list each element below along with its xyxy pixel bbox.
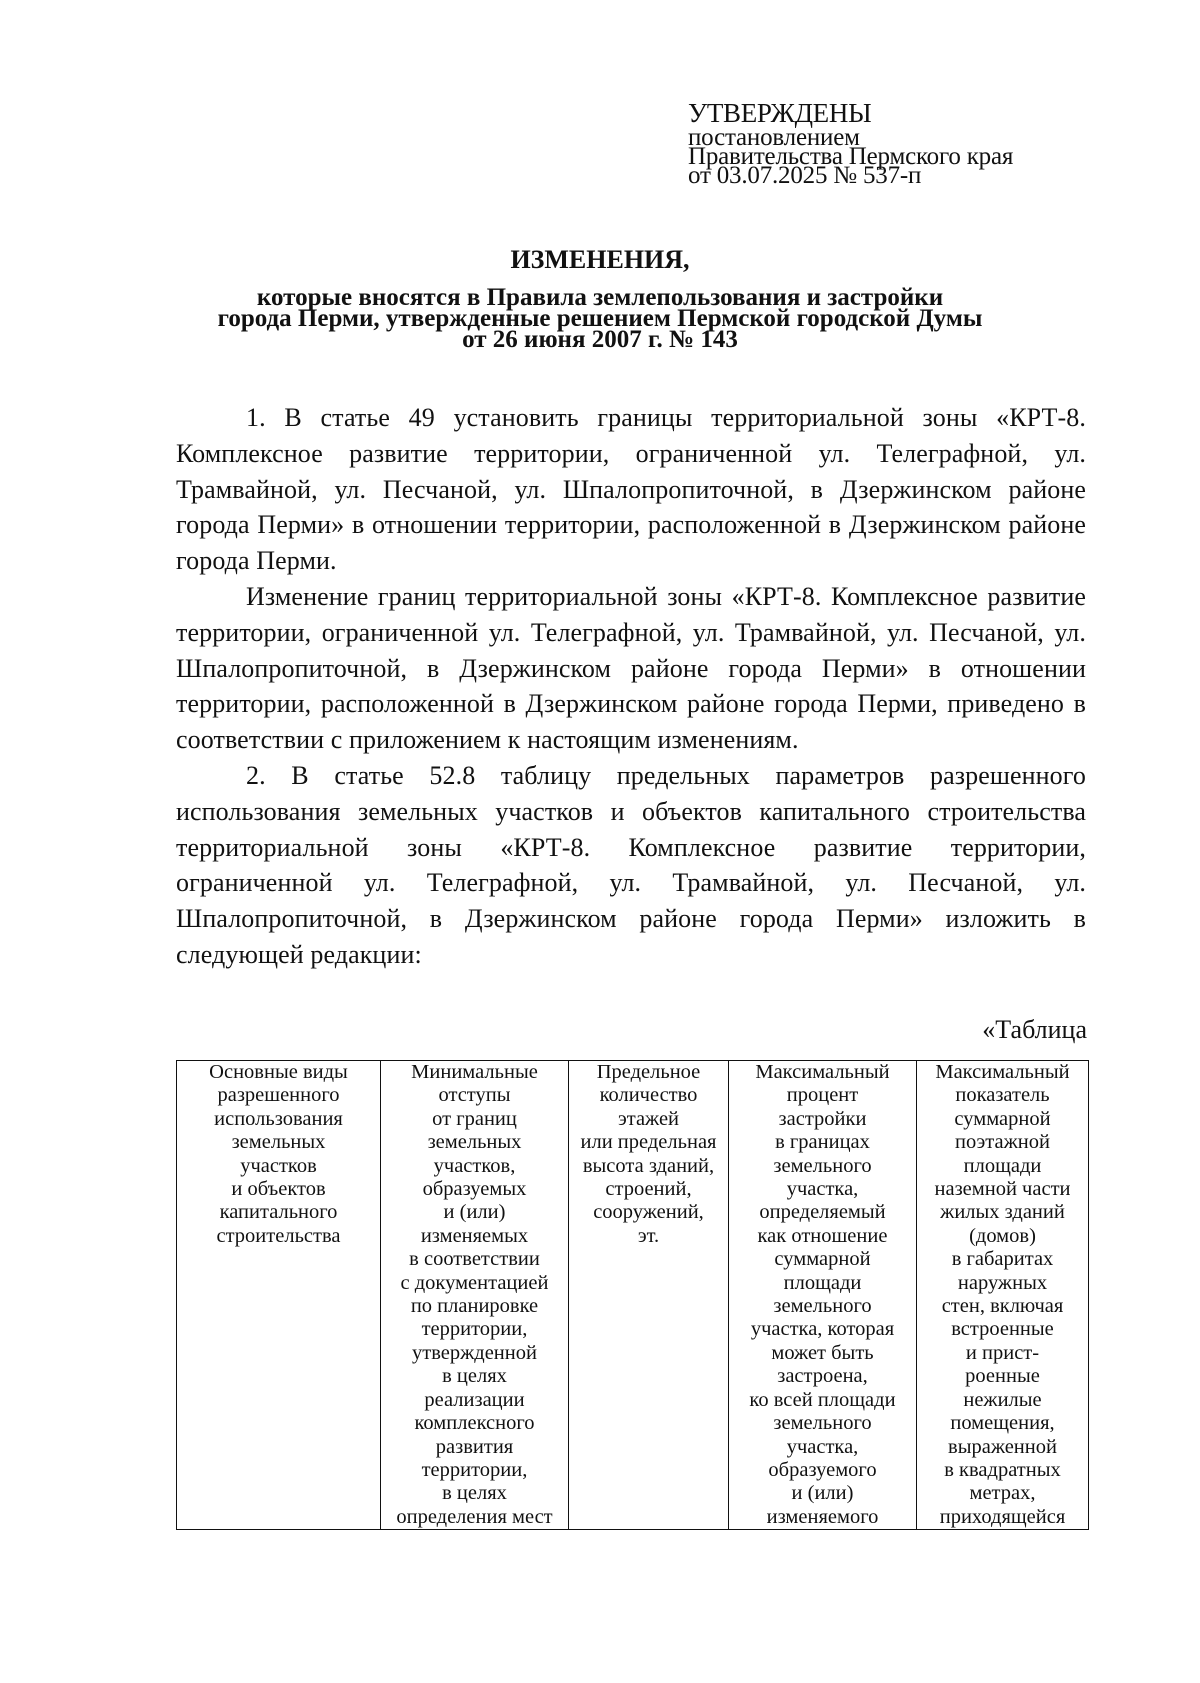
header-text-max-floor-area: Максимальный показатель суммарной поэтажной площади наземной части жилых зданий (домов) в габаритах наружных стен, включая встроенные и прист- роенные нежилые помещения, выраженной в квадратных метрах, приходящейся bbox=[934, 1061, 1071, 1528]
approval-line: постановлением bbox=[688, 124, 860, 151]
approval-line: Правительства Пермского края bbox=[688, 143, 1014, 170]
table-header-cell bbox=[917, 1061, 1089, 1530]
table-header-row bbox=[177, 1061, 1089, 1530]
approval-title: УТВЕРЖДЕНЫ bbox=[688, 98, 872, 128]
table-header-cell bbox=[569, 1061, 729, 1530]
table-caption: «Таблица bbox=[982, 1015, 1087, 1044]
paragraph-2: Изменение границ территориальной зоны «КРТ-8. Комплексное развитие территории, ограниченной ул. Телеграфной, ул. Трамвайной, ул. Песчаной, ул. Шпалопропиточной, в Дзержинском районе города Перми» в отношении территории, расположенной в Дзержинском районе города Перми, приведено в соответствии с приложением к настоящим изменениям. bbox=[176, 581, 1086, 755]
approval-block bbox=[688, 98, 1014, 189]
document-subtitle bbox=[150, 284, 1050, 353]
subtitle-line: города Перми, утвержденные решением Пермской городской Думы bbox=[217, 305, 983, 332]
header-text-max-floors: Предельное количество этажей или предельная высота зданий, строений, сооружений, эт. bbox=[580, 1061, 717, 1247]
document-title: ИЗМЕНЕНИЯ, bbox=[510, 245, 690, 274]
subtitle-line: от 26 июня 2007 г. № 143 bbox=[462, 326, 738, 353]
table-header-cell bbox=[729, 1061, 917, 1530]
paragraph-3: 2. В статье 52.8 таблицу предельных параметров разрешенного использования земельных участков и объектов капитального строительства территориальной зоны «КРТ-8. Комплексное развитие территории, ограниченной ул. Телеграфной, ул. Трамвайной, ул. Песчаной, ул. Шпалопропиточной, в Дзержинском районе города Перми» изложить в следующей редакции: bbox=[176, 760, 1086, 969]
header-text-min-setbacks: Минимальные отступы от границ земельных участков, образуемых и (или) изменяемых в соответствии с документацией по планировке территории, утвержденной в целях реализации комплексного развития территории, в целях определения мест bbox=[396, 1061, 553, 1528]
header-text-land-use-types: Основные виды разрешенного использования земельных участков и объектов капитального строительства bbox=[209, 1061, 348, 1247]
table-header-cell bbox=[381, 1061, 569, 1530]
header-text-max-coverage: Максимальный процент застройки в границах земельного участка, определяемый как отношение суммарной площади земельного участка, которая может быть застроена, ко всей площади земельного участка, образуемого и (или) изменяемого bbox=[749, 1061, 896, 1528]
approval-line: от 03.07.2025 № 537-п bbox=[688, 162, 922, 189]
subtitle-line: которые вносятся в Правила землепользования и застройки bbox=[256, 284, 944, 311]
parameters-table bbox=[176, 1060, 1089, 1530]
body-text bbox=[176, 400, 1086, 973]
table-header-cell bbox=[177, 1061, 381, 1530]
paragraph-1: 1. В статье 49 установить границы территориальной зоны «КРТ-8. Комплексное развитие территории, ограниченной ул. Телеграфной, ул. Трамвайной, ул. Песчаной, ул. Шпалопропиточной, в Дзержинском районе города Перми» в отношении территории, расположенной в Дзержинском районе города Перми. bbox=[176, 403, 1086, 576]
